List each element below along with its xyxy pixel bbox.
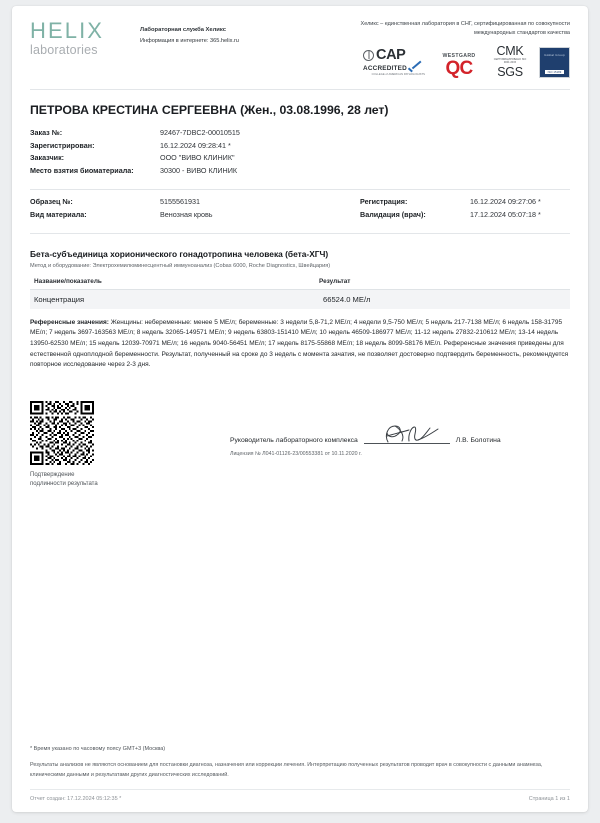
brand-service-name: Лабораторная служба Хеликс xyxy=(140,27,226,33)
timezone-note: * Время указано по часовому поясу GMT+3 (Москва) xyxy=(30,746,166,753)
qr-caption xyxy=(30,471,230,489)
test-title: Бета-субъединица хорионического гонадотропина человека (бета-ХГЧ) xyxy=(30,249,329,260)
cmk-sgs-icon xyxy=(493,45,527,78)
registration-label: Регистрация: xyxy=(360,197,408,207)
qr-caption-line-2: подлинности результата xyxy=(30,480,98,487)
qc-wordmark: QC xyxy=(445,58,473,80)
table-row xyxy=(30,210,360,223)
header-divider xyxy=(30,89,570,90)
material-type-label: Вид материала: xyxy=(30,209,87,219)
brand-contact-info xyxy=(140,20,239,46)
collection-site-label: Место взятия биоматериала: xyxy=(30,165,134,175)
registration-value: 16.12.2024 09:27:06 * xyxy=(470,197,541,207)
disclaimer-text: Результаты анализов не являются основанием для постановки диагноза, назначения или коррекции лечения. Интерпретацию полученных результатов проводит врач в совокупности с данными анамнеза, клиническими данными и результатами других диагностических исследований. xyxy=(30,762,543,778)
sample-details-table xyxy=(30,197,360,222)
reference-values-label: Референсные значения: xyxy=(30,318,109,326)
validation-value: 17.12.2024 05:07:18 * xyxy=(470,209,541,219)
iso-certificate-icon xyxy=(539,47,570,78)
checkmark-icon xyxy=(408,65,421,74)
cap-accredited-label: ACCREDITED xyxy=(363,65,407,73)
signatory-role: Руководитель лабораторного комплекса xyxy=(230,436,358,444)
reference-values-block xyxy=(30,318,570,371)
material-type-value: Венозная кровь xyxy=(160,209,213,219)
iso-standard-label: ISO 15189 xyxy=(545,70,564,74)
cap-accredited-icon xyxy=(363,48,425,78)
table-header-row xyxy=(30,278,570,290)
order-number-value: 92467-7DBC2-00010515 xyxy=(160,128,240,138)
report-header xyxy=(30,6,570,78)
sample-number-value: 5155561931 xyxy=(160,197,200,207)
table-row xyxy=(30,153,570,166)
customer-label: Заказчик: xyxy=(30,153,65,163)
cmk-label: CMK xyxy=(496,43,524,58)
sample-section xyxy=(30,197,570,222)
signature-row xyxy=(230,437,570,444)
page-number: Страница 1 из 1 xyxy=(528,796,570,802)
qr-caption-line-1: Подтверждение xyxy=(30,471,75,478)
westgard-qc-icon xyxy=(437,54,481,78)
table-row xyxy=(30,128,570,141)
sample-number-label: Образец №: xyxy=(30,197,73,207)
reference-values-text: Женщины: небеременные: менее 5 МЕ/л; беременные: 3 недели 5,8-71,2 МЕ/л; 4 недели 9,5-750 МЕ/л; 5 недель 217-7138 МЕ/л; 6 недель 158-31795 МЕ/л; 7 недель 3697-163563 МЕ/л; 8 недель 32065-149571 МЕ/л; 9 недель 63803-151410 МЕ/л; 10 недель 46509-186977 МЕ/л; 11-12 недель 27832-210612 МЕ/л; 13-14 недель 13950-62530 МЕ/л; 15 недель 12039-70971 МЕ/л; 16 недель 9040-56451 МЕ/л; 17 недель 8175-55868 МЕ/л; 18 недель 8099-58176 МЕ/л. Референсные значения приведены для естественной одноплодной беременности. Результат, полученный на сроке до 3 недель с момента зачатия, не позволяет достоверно подтвердить беременность, рекомендуется повторное исследование через 2-3 дня. xyxy=(30,318,569,369)
collection-site-value: 30300 - ВИВО КЛИНИК xyxy=(160,165,238,175)
brand-website: Информация в интернете: 365.helix.ru xyxy=(140,37,239,44)
sample-divider xyxy=(30,233,570,234)
certification-logos xyxy=(334,44,570,78)
certification-caption: Хеликс – единственная лаборатория в СНГ, сертифицированная по совокупности международных стандартов качества xyxy=(360,21,570,37)
column-header-result: Результат xyxy=(319,278,570,290)
signatory-name: Л.В. Болотина xyxy=(455,436,501,444)
results-table xyxy=(30,278,570,309)
cap-fineprint: COLLEGE of AMERICAN PATHOLOGISTS xyxy=(371,73,425,77)
qr-column xyxy=(30,401,230,489)
signature-column xyxy=(230,401,570,489)
qr-code-icon xyxy=(30,401,94,465)
validation-label: Валидация (врач): xyxy=(360,209,426,219)
order-number-label: Заказ №: xyxy=(30,128,63,138)
table-row xyxy=(360,197,570,210)
result-value: 66524.0 МЕ/л xyxy=(319,289,570,309)
report-created-timestamp: Отчет создан: 17.12.2024 05:12:35 * xyxy=(30,796,122,802)
patient-divider xyxy=(30,189,570,190)
cmk-fineprint: СЕРТИФИЦИРОВАНО ISO 9001:2015 xyxy=(493,58,527,65)
brand-block xyxy=(30,20,239,58)
helix-logo-subtitle: laboratories xyxy=(30,42,98,57)
report-page xyxy=(12,6,588,812)
registered-value: 16.12.2024 09:28:41 * xyxy=(160,140,231,150)
signature-area xyxy=(30,401,570,489)
customer-value: ООО "ВИВО КЛИНИК" xyxy=(160,153,235,163)
table-row xyxy=(30,197,360,210)
westgard-label: WESTGARD xyxy=(442,52,476,59)
helix-logo xyxy=(30,20,122,58)
sample-timestamps-table xyxy=(360,197,570,222)
sgs-label: SGS xyxy=(497,64,523,79)
cap-wordmark: CAP xyxy=(376,47,406,64)
iso-brand-label: Global Group xyxy=(544,53,565,58)
footer-divider xyxy=(30,789,570,790)
report-footer xyxy=(30,746,570,802)
table-row xyxy=(360,210,570,223)
page-title: ПЕТРОВА КРЕСТИНА СЕРГЕЕВНА (Жен., 03.08.1996, 28 лет) xyxy=(30,103,389,118)
column-header-name: Название/показатель xyxy=(30,278,319,290)
table-row xyxy=(30,289,570,309)
helix-logo-wordmark: HELIX xyxy=(30,18,105,43)
table-row xyxy=(30,166,570,179)
result-parameter-name: Концентрация xyxy=(30,289,319,309)
signature-line xyxy=(364,442,450,444)
test-method: Метод и оборудование: Электрохемилюминесцентный иммуноанализ (Cobas 6000, Roche Diagnostics, Швейцария) xyxy=(30,263,331,270)
globe-icon xyxy=(363,50,374,61)
registered-label: Зарегистрирован: xyxy=(30,140,95,150)
table-row xyxy=(30,141,570,154)
handwritten-signature-icon xyxy=(378,423,448,445)
order-details-table xyxy=(30,128,570,178)
certification-block xyxy=(334,20,570,78)
license-number: Лицензия № Л041-01126-23/00553381 от 10.11.2020 г. xyxy=(230,450,362,457)
